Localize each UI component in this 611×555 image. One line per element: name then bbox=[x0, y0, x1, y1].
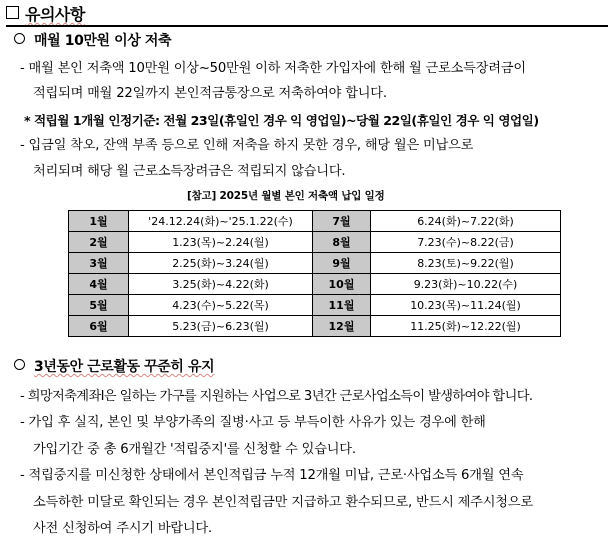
schedule-date-cell: 7.23(수)~8.22(금) bbox=[371, 232, 561, 253]
section2-line3: 가입기간 중 총 6개월간 '적립중지'를 신청할 수 있습니다. bbox=[33, 442, 356, 457]
checkbox-square-icon bbox=[6, 6, 19, 19]
schedule-date-cell: 1.23(목)~2.24(월) bbox=[129, 232, 313, 253]
schedule-date-cell: 9.23(화)~10.22(수) bbox=[371, 274, 561, 295]
schedule-date-cell: 3.25(화)~4.22(화) bbox=[129, 274, 313, 295]
schedule-month-cell: 4월 bbox=[69, 274, 129, 295]
section2-line2: - 가입 후 실직, 본인 및 부양가족의 질병·사고 등 부득이한 사유가 있는 경우에 한해 bbox=[20, 415, 486, 430]
section1-line3: - 입금일 착오, 잔액 부족 등으로 인해 저축을 하지 못한 경우, 해당 월은 미납으로 bbox=[20, 138, 474, 153]
schedule-date-cell: 2.25(화)~3.24(월) bbox=[129, 253, 313, 274]
schedule-date-cell: '24.12.24(화)~'25.1.22(수) bbox=[129, 211, 313, 232]
schedule-date-cell: 6.24(화)~7.22(화) bbox=[371, 211, 561, 232]
schedule-month-cell: 1월 bbox=[69, 211, 129, 232]
schedule-table-body bbox=[69, 211, 561, 337]
section1-line2: 적립되며 매월 22일까지 본인적금통장으로 저축하여야 합니다. bbox=[33, 86, 387, 101]
schedule-date-cell: 4.23(수)~5.22(목) bbox=[129, 295, 313, 316]
schedule-row bbox=[69, 211, 561, 232]
schedule-date-cell: 5.23(금)~6.23(월) bbox=[129, 316, 313, 337]
schedule-date-cell: 11.25(화)~12.22(월) bbox=[371, 316, 561, 337]
section1-heading: 매월 10만원 이상 저축 bbox=[14, 30, 171, 50]
table-caption: [참고] 2025년 월별 본인 저축액 납입 일정 bbox=[187, 190, 385, 202]
section2-line4: - 적립중지를 미신청한 상태에서 본인적립금 누적 12개월 미납, 근로·사업소득 6개월 연속 bbox=[20, 468, 524, 483]
schedule-table bbox=[68, 210, 561, 337]
section2-line6: 사전 신청하여 주시기 바랍니다. bbox=[33, 521, 212, 536]
section2-line1: - 희망저축계좌Ⅰ은 일하는 가구를 지원하는 사업으로 3년간 근로사업소득이 발생하여야 합니다. bbox=[20, 389, 533, 404]
page-title: 유의사항 bbox=[6, 2, 85, 25]
schedule-month-cell: 3월 bbox=[69, 253, 129, 274]
section1-line4: 처리되며 해당 월 근로소득장려금은 적립되지 않습니다. bbox=[33, 164, 346, 179]
schedule-month-cell: 12월 bbox=[313, 316, 371, 337]
schedule-date-cell: 8.23(토)~9.22(월) bbox=[371, 253, 561, 274]
section2-line5: 소득하한 미달로 확인되는 경우 본인적립금만 지급하고 환수되므로, 반드시 제주시청으로 bbox=[33, 495, 533, 510]
schedule-month-cell: 10월 bbox=[313, 274, 371, 295]
schedule-row bbox=[69, 316, 561, 337]
schedule-row bbox=[69, 295, 561, 316]
circle-bullet-icon bbox=[14, 33, 25, 44]
schedule-date-cell: 10.23(목)~11.24(월) bbox=[371, 295, 561, 316]
schedule-month-cell: 6월 bbox=[69, 316, 129, 337]
schedule-row bbox=[69, 253, 561, 274]
circle-bullet-icon bbox=[14, 359, 25, 370]
schedule-month-cell: 9월 bbox=[313, 253, 371, 274]
schedule-month-cell: 8월 bbox=[313, 232, 371, 253]
section1-star-note: * 적립월 1개월 인정기준: 전월 23일(휴일인 경우 익 영업일)~당월 22일(휴일인 경우 익 영업일) bbox=[24, 113, 539, 128]
schedule-month-cell: 5월 bbox=[69, 295, 129, 316]
schedule-row bbox=[69, 274, 561, 295]
section1-line1: - 매월 본인 저축액 10만원 이상~50만원 이하 저축한 가입자에 한해 월 근로소득장려금이 bbox=[20, 61, 526, 76]
schedule-row bbox=[69, 232, 561, 253]
schedule-month-cell: 11월 bbox=[313, 295, 371, 316]
section2-heading: 3년동안 근로활동 꾸준히 유지 bbox=[14, 356, 214, 376]
title-divider bbox=[6, 25, 608, 27]
schedule-month-cell: 7월 bbox=[313, 211, 371, 232]
schedule-month-cell: 2월 bbox=[69, 232, 129, 253]
